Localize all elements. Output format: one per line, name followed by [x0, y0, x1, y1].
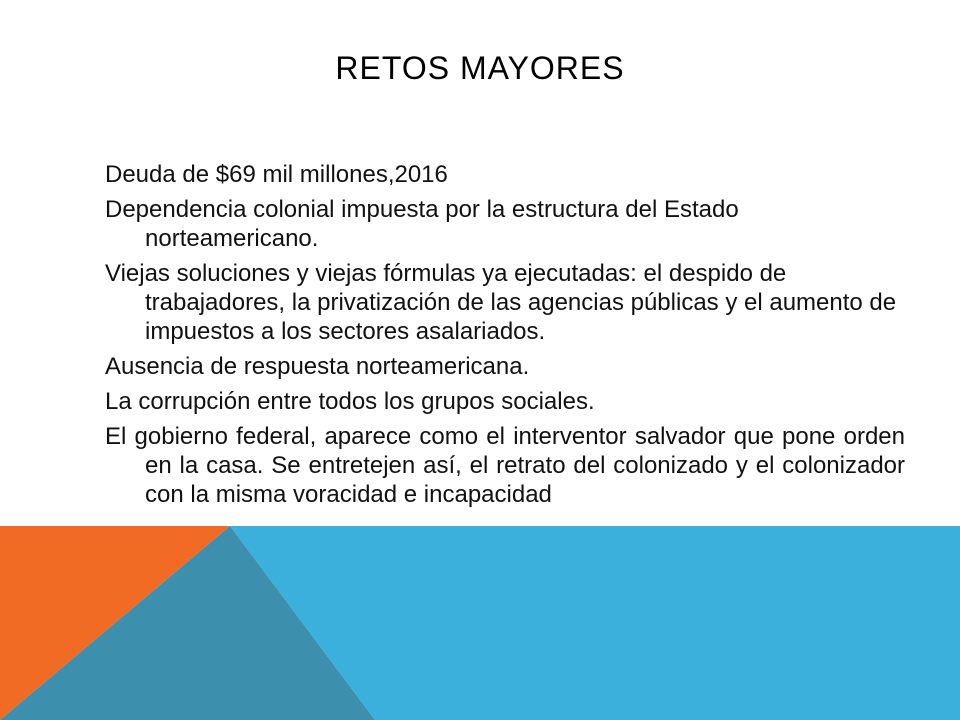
bullet-item-old-solutions: Viejas soluciones y viejas fórmulas ya ejecutadas: el despido de trabajadores, la privatización de las agencias públicas y el aumento de impuestos a los sectores asalariados. [105, 260, 897, 345]
bullet-item-federal-government: El gobierno federal, aparece como el interventor salvador que pone orden en la casa. Se entretejen así, el retrato del colonizado y el colonizador con la misma voracidad e incapacidad [105, 423, 905, 508]
slide-title: RETOS MAYORES [335, 50, 625, 86]
bullet-item-no-response: Ausencia de respuesta norteamericana. [105, 353, 530, 380]
bullet-item-corruption: La corrupción entre todos los grupos sociales. [105, 388, 595, 415]
bullet-item-debt: Deuda de $69 mil millones,2016 [105, 161, 448, 188]
bullet-item-dependency: Dependencia colonial impuesta por la estructura del Estado norteamericano. [105, 196, 739, 252]
bullet-list [105, 160, 905, 515]
